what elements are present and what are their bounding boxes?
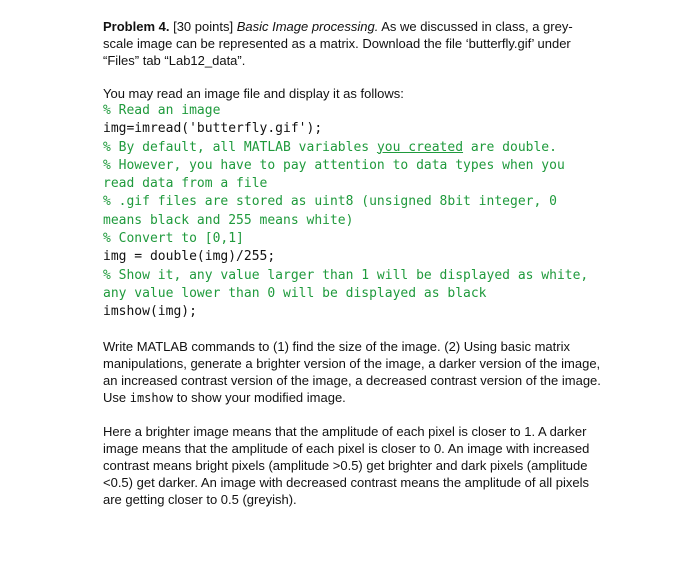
problem-points: [30 points] xyxy=(169,19,237,34)
code-comment-default xyxy=(103,139,603,157)
task-text-pre: Write MATLAB commands to (1) find the size of the image. (2) Using basic matrix manipulations, generate a brighter version of the image, a darker version of the image, an increased contrast version of the image, a decreased contrast version of the image. Use xyxy=(103,338,601,405)
problem-intro-text: As we discussed in class, a grey-scale image can be represented as a matrix. Download the file ‘butterfly.gif’ under “Files” tab “Lab12_data”. xyxy=(103,19,573,68)
code-comment-show: % Show it, any value larger than 1 will be displayed as white, any value lower than 0 will be displayed as black xyxy=(103,267,597,301)
code-comment-however: % However, you have to pay attention to data types when you read data from a file xyxy=(103,157,573,192)
task-text-post: to show your modified image. xyxy=(173,389,346,405)
code-block xyxy=(103,102,603,322)
task-imshow-word: imshow xyxy=(129,390,174,405)
code-comment-gif: % .gif files are stored as uint8 (unsigned 8bit integer, 0 means black and 255 means white) xyxy=(103,194,565,228)
explanation-paragraph: Here a brighter image means that the amplitude of each pixel is closer to 1. A darker image means that the amplitude of each pixel is closer to 0. An image with increased contrast means bright pixels (amplitude >0.5) get brighter and dark pixels (amplitude <0.5) get darker. An image with decreased contrast means the amplitude of all pixels are getting closer to 0.5 (greyish). xyxy=(103,423,590,507)
code-comment-read: % Read an image xyxy=(103,103,221,118)
task-paragraph xyxy=(103,338,603,407)
code-comment-default-post: are double. xyxy=(463,139,557,155)
read-intro: You may read an image file and display it as follows: xyxy=(103,86,404,101)
code-imshow: imshow(img); xyxy=(103,304,197,320)
code-comment-default-underline: you created xyxy=(376,139,464,155)
code-comment-convert: % Convert to [0,1] xyxy=(103,231,244,247)
code-double: img = double(img)/255; xyxy=(103,249,276,265)
problem-intro xyxy=(103,18,603,69)
problem-topic: Basic Image processing. xyxy=(236,19,379,34)
code-imread: img=imread('butterfly.gif'); xyxy=(103,121,323,137)
problem-heading: Problem 4. xyxy=(103,19,170,34)
problem-document xyxy=(103,18,603,508)
code-comment-default-pre: % By default, all MATLAB variables xyxy=(103,139,377,155)
